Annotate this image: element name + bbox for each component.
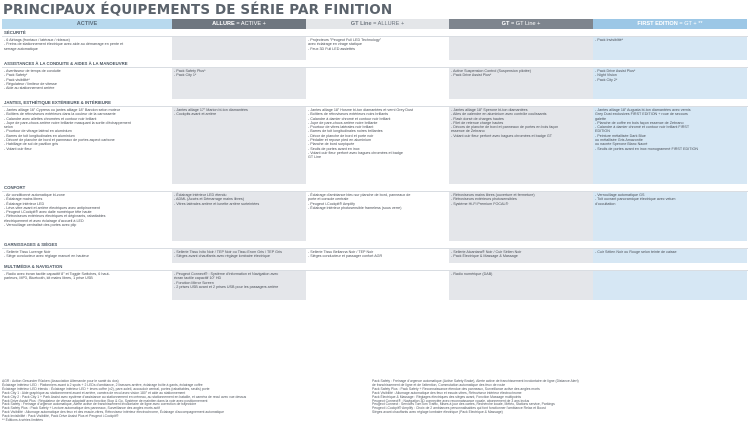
cell-line: galette xyxy=(595,116,607,121)
cell-line: - Sellerie Alcantara® Noir / Cuir Sélien Noir xyxy=(451,250,522,254)
table-cell xyxy=(172,68,306,99)
cell-line: - Barres de toit longitudinales en aluminium xyxy=(4,133,75,138)
table-row xyxy=(2,36,748,60)
cell-line: - Peugeot i-Cockpit® avec dalle numérique tête haute xyxy=(4,210,92,215)
cell-line: - Volant cuir fleur perforé avec bagues chromées et badge GT xyxy=(451,133,553,138)
table-cell xyxy=(2,107,172,184)
cell-line: - Toit ouvrant panoramique électrique avec velum xyxy=(595,197,676,202)
cell-line: avec éclairage en virage statique xyxy=(308,42,362,47)
cell-line: GT Line xyxy=(308,155,322,160)
cell-line: ou nacrée Sperone Blanc Nacré xyxy=(595,142,648,147)
cell-line: - Ailes de calendre en aluminium avec contrôle coulissants xyxy=(451,112,547,117)
cell-line: électriquement et avec éclairage d'accueil à LED xyxy=(4,218,84,223)
section xyxy=(2,184,748,241)
cell-line: - Sièges conducteur et passager confort AGR xyxy=(308,254,383,259)
footnote-line: Pack Safety : Freinage d'urgence automatique (Active Safety Brake), Alerte active de franchissement involontaire de ligne (Distance Alert) xyxy=(372,379,579,383)
cell-line: - Radio numérique (DAB) xyxy=(451,272,493,276)
table-cell xyxy=(172,192,306,241)
cell-line: - Pack City 2* xyxy=(595,77,618,82)
cell-line: - Rétroviseurs extérieurs électriques et dégivrants, rabattables xyxy=(4,214,106,219)
table-row xyxy=(2,191,748,241)
cell-line: porte et console centrale xyxy=(308,197,349,202)
cell-line: - Sièges avant chauffants avec réglage lombaire électrique xyxy=(174,254,270,259)
cell-line: - Flash dorsé de charges hautes xyxy=(451,116,504,121)
cell-line: - Jantes alliage 17" Marion bi-ton diamantées xyxy=(174,108,248,112)
cell-line: - Seuils de portes avant en inox monogrammé FIRST EDITION xyxy=(595,146,699,151)
cell-line: - Siège conducteur avec réglage manuel en hauteur xyxy=(4,254,89,259)
section-title: JANTES, ESTHÉTIQUE EXTÉRIEURE & INTÉRIEURE xyxy=(4,100,111,105)
footnote-line: Pack Safety Plus : Pack Safety + Lecture automatique des panneaux, Surveillance des angles morts actif xyxy=(2,406,160,411)
table-header xyxy=(2,19,748,29)
cell-line: - Pourtour de vitres latérales noir brillant xyxy=(308,125,374,130)
cell-line: - Feux 3D Full LED assiettés xyxy=(308,46,355,51)
cell-line: - Cockpits avant et arrière xyxy=(174,112,217,117)
section-title: CONFORT xyxy=(4,185,26,190)
footnote-line: Pack City 2 : Pack City 1 + Park Assist avec système d'assistance au stationnement en créneau, au stationnement en bataille, et caméra de recul avec vue dessus xyxy=(2,394,247,399)
table-cell xyxy=(593,107,747,184)
cell-line: - ADML (Accès et Démarrage mains libres) xyxy=(174,197,244,202)
footnote-line: Pack Électrique & Massage : Réglages électriques des sièges avant, Fonction Massage multipoints xyxy=(372,394,522,399)
sections-container xyxy=(2,29,748,300)
page-title: PRINCIPAUX ÉQUIPEMENTS DE SÉRIE PAR FINITION xyxy=(3,2,393,18)
cell-line: - Radio avec écran tactile capacitif 8" et Toggle Switches, 6 haut- xyxy=(4,272,110,276)
section xyxy=(2,263,748,300)
table-cell xyxy=(593,271,747,300)
cell-line: - Aide au stationnement arrière xyxy=(4,86,55,91)
column-header-active: ACTIVE xyxy=(2,19,172,29)
cell-line: - Sellerie Tissu Lurenge Noir xyxy=(4,250,51,254)
cell-line: essence de Zebrano xyxy=(451,129,485,134)
cell-line: - Peinture métallisée Dark Blue xyxy=(595,133,646,138)
cell-line: - Boîtiers de rétroviseurs extérieurs dans la couleur de la carrosserie xyxy=(4,112,116,117)
cell-line: - Air conditionné automatique bi-zone xyxy=(4,193,65,197)
cell-line: - 2 prises USB avant et 2 prises USB pour les passagers arrière xyxy=(174,284,279,289)
equipment-table xyxy=(2,19,748,300)
cell-line: - Pack Safety* xyxy=(4,73,28,78)
footnote-line: Pack City 1 : Aide graphique au stationnement avant et arrière, caméra de recul avec vision 180° et aide au stationnement xyxy=(2,390,186,395)
cell-line: - Verrouillage centralisé des portes avec plip xyxy=(4,223,77,228)
table-row xyxy=(2,67,748,99)
cell-line: - Calandre avec ailettes chromées et contour noir brillant xyxy=(4,116,97,121)
cell-line: - Calandre à damier chromé et contour noir brillant xyxy=(308,116,391,121)
table-cell xyxy=(449,107,593,184)
table-cell xyxy=(172,107,306,184)
cell-line: - Cuir Sélien Noir ou Rouge selon teinte de caisse xyxy=(595,250,677,254)
cell-line: - Pack Drive Assist Plus* xyxy=(451,73,492,78)
cell-line: - Pack visibilité* xyxy=(4,77,30,82)
section xyxy=(2,241,748,263)
section-title: ASSISTANCES À LA CONDUITE & AIDES À LA MANOEUVRE xyxy=(4,61,128,66)
cell-line: - Verrouillage automatique GS xyxy=(595,193,645,197)
table-cell xyxy=(449,68,593,99)
table-cell xyxy=(306,37,449,60)
table-cell xyxy=(2,37,172,60)
section xyxy=(2,29,748,60)
section xyxy=(2,99,748,184)
cell-line: selon xyxy=(4,125,13,130)
footnote-line: Peugeot i-Cockpit® Amplify : Choix de 2 ambiances personnalisables qui font fonctionner l'ambiance Relax et Boost xyxy=(372,406,546,411)
cell-line: - Jantes alliage 16" Cypress ou jantes alliage 18" Bandon selon moteur xyxy=(4,108,120,112)
cell-line: ou métallisée Gris Amazonite xyxy=(595,138,643,143)
cell-line: - Pack Électrique & Massage & Massage xyxy=(451,254,518,259)
column-header-allure: ALLURE = ACTIVE + xyxy=(172,19,306,29)
cell-line: - Éclairage intérieur LED étendu xyxy=(174,193,227,197)
footnotes xyxy=(2,380,748,423)
cell-line: - Pack Invisiblité* xyxy=(595,38,624,42)
footnote-line: AGR : Action Gesunder Rücken (Association Allemande pour le santé du dos) xyxy=(2,379,119,383)
cell-line: - Pourtour de vitrage latéral en aluminium xyxy=(4,129,72,134)
cell-line: - Freins de stationnement électrique avec aide au démarrage en pente et xyxy=(4,42,124,47)
footnote-line: ** Éditions à séries limitées xyxy=(2,418,43,423)
cell-line: serrage automatique xyxy=(4,46,38,51)
table-cell xyxy=(306,68,449,99)
table-cell xyxy=(449,249,593,263)
footnote-line: Pack Invisibilité : Pack Visibilité, Pack Drive Assist Plus et Peugeot i-Cockpit® xyxy=(2,414,119,419)
cell-line: - Peugeot i-Cockpit® Amplify xyxy=(308,201,355,206)
table-cell xyxy=(2,271,172,300)
table-cell xyxy=(306,271,449,300)
cell-line: - Pack City 1* xyxy=(174,73,197,78)
table-cell xyxy=(449,37,593,60)
footnotes-left xyxy=(2,380,372,423)
cell-line: - Jantes alliage 18" Augusta bi-ton diamantées avec vernis xyxy=(595,108,691,112)
section-title: MULTIMÉDIA & NAVIGATION xyxy=(4,264,63,269)
cell-line: - Décoré de planche de bord et panneaux de portes aspect carbone xyxy=(4,138,115,143)
cell-line: - Calandre à damier chromé et contour noir brillant FIRST xyxy=(595,125,690,130)
cell-line: - Habillage de sol de pavillon gris xyxy=(4,142,59,147)
footnote-line: Pack Drive Assist Plus : Régulateur de vitesse adaptatif avec fonction Stop & Go, Système de maintien dans la voie avec positionnement xyxy=(2,398,208,403)
footnote-line: de franchissement de ligne et de l'attention, Commutation automatique des feux de route xyxy=(372,382,506,387)
cell-line: - Filet de retenue charge hautes xyxy=(451,120,504,125)
cell-line: - Peugeot Connect® : Système d'information et Navigation avec xyxy=(174,272,279,276)
footnote-line: Pack Visibilité : Allumage automatique des feux et des essuie-vitres, Rétroviseur intérieur électrochrome, Éclairage d'accompagnement automatique xyxy=(2,410,225,415)
cell-line: - Volant cuir fleur perforé avec bagues chromées et badge xyxy=(308,150,403,155)
cell-line: - Night Vision xyxy=(595,73,617,78)
cell-line: Grey Dust exclusives FIRST EDITION + roue de secours xyxy=(595,112,688,117)
section-title: SÉCURITÉ xyxy=(4,30,26,35)
cell-line: - Jupe de pare-chocs arrière noire brillante xyxy=(308,120,378,125)
column-header-gt: GT = GT Line + xyxy=(449,19,593,29)
cell-line: - Décors de planche de bord et panneaux de portes en bois façon xyxy=(451,125,559,130)
table-row xyxy=(2,270,748,300)
footnote-line: Peugeot Connect : Services TomTom Traffic, Mises à jour des cartes, Recherche locale, Météo, Stations service, Parkings xyxy=(372,402,555,407)
table-cell xyxy=(449,271,593,300)
cell-line: écran tactile capacitif 10" HD xyxy=(174,276,222,281)
cell-line: - Jupe de pare-chocs arrière noire brillante masquant la sortie d'échappement xyxy=(4,120,131,125)
cell-line: - Système Hi-Fi Premium FOCAL® xyxy=(451,201,509,206)
table-cell xyxy=(2,249,172,263)
table-cell xyxy=(593,37,747,60)
table-cell xyxy=(306,249,449,263)
table-cell xyxy=(172,271,306,300)
table-cell xyxy=(593,68,747,99)
cell-line: - Rétroviseurs extérieurs photosensibles xyxy=(451,197,517,202)
cell-line: - Décor de planche de bord et porte noir xyxy=(308,133,374,138)
cell-line: - Régulateur / limiteur de vitesse xyxy=(4,81,57,86)
table-row xyxy=(2,106,748,184)
footnote-line: Éclairage intérieur LED étendu : Éclairage intérieur LED + leves coffre (x2), pare-soleil, accoudoir central, portes (rabattables, seuils) porte xyxy=(2,386,210,391)
footnote-line: Pack Safety Plus : Pack Safety + Reconnaissance étendue des panneaux, Surveillance active des angles morts xyxy=(372,386,540,391)
cell-line: - Seuils de portes avant en inox xyxy=(308,146,360,151)
section-title: GARNISSAGES & SIÈGES xyxy=(4,242,58,247)
cell-line: parleurs, MP3, Bluetooth, kit mains libres, 1 prise USB xyxy=(4,276,93,281)
footnotes-right xyxy=(372,380,748,423)
table-cell xyxy=(172,37,306,60)
cell-line: - Rétroviseurs mains libres (ouverture et fermeture) xyxy=(451,193,535,197)
cell-line: - Vitres latérales arrière et lunette arrière surteintées xyxy=(174,201,260,206)
footnote-line: Peugeot Connect® : Navigation 3D connectée avec reconnaissance vocale, abonnement de 3 ans inclus xyxy=(372,398,530,403)
section xyxy=(2,60,748,99)
cell-line: - Lève-vitre avant et arrière électriques avec antipincement xyxy=(4,205,100,210)
cell-line: - Avertisseur de temps de conduite xyxy=(4,69,61,73)
table-cell xyxy=(449,192,593,241)
table-cell xyxy=(593,192,747,241)
footnote-line: Sièges avant chauffants avec réglage lombaire électrique (Pack Electrique & Massage) xyxy=(372,410,503,415)
table-cell xyxy=(172,249,306,263)
cell-line: d'occultation xyxy=(595,201,616,206)
cell-line: - Boîtiers de rétroviseurs extérieurs noirs brillants xyxy=(308,112,389,117)
cell-line: - Pédalier et repose pied en aluminium xyxy=(308,138,372,143)
footnote-line: Pack Visibilité : Allumage automatique des feux et essuie-vitres, Rétroviseur intérieur électrochrome xyxy=(372,390,522,395)
cell-line: - Planche de bord surpiquée xyxy=(308,142,355,147)
cell-line: - Jantes alliage 18" Sperone bi-ton diamantées xyxy=(451,108,528,112)
table-cell xyxy=(306,192,449,241)
cell-line: - Sellerie Tissu Ivito Noir / TEP Noir ou Tissu Erom Gris / TEP Gris xyxy=(174,250,282,254)
table-cell xyxy=(2,192,172,241)
cell-line: - Sellerie Tissu Bellanna Noir / TEP Noir xyxy=(308,250,374,254)
table-cell xyxy=(2,68,172,99)
footnote-line: Éclairage intérieur LED : Plafonniers avant à 2 spots + 2 LEDs d'ambiance, 2 liseuses arrière, éclairage boîte à gants, éclairage coffre xyxy=(2,382,203,387)
cell-line: - Jantes alliage 18" Hosme bi-ton diamantées et verni Grey Dust xyxy=(308,108,414,112)
table-row xyxy=(2,248,748,263)
column-header-first-edition: FIRST EDITION = GT + ** xyxy=(593,19,747,29)
cell-line: - Pack Drive Assist Plus* xyxy=(595,69,636,73)
cell-line: EDITION xyxy=(595,129,610,134)
cell-line: - Active Suspension Control (Suspension pilotée) xyxy=(451,69,531,73)
cell-line: - Éclairage d'ambiance bleu sur planche de bord, panneaux de xyxy=(308,193,411,197)
table-cell xyxy=(593,249,747,263)
cell-line: - Pack Safety Plus* xyxy=(174,69,206,73)
cell-line: - Fonction Mirror Screen xyxy=(174,280,214,285)
cell-line: - Barres de toit longitudinales noires brillantes xyxy=(308,129,383,134)
cell-line: - Volant cuir fleur xyxy=(4,146,32,151)
cell-line: - 6 Airbags (frontaux / latéraux / rideaux) xyxy=(4,38,70,42)
column-header-gt-line: GT Line = ALLURE + xyxy=(306,19,449,29)
cell-line: - Éclairage intérieur photosensible frameless (sous verre) xyxy=(308,205,402,210)
cell-line: - Éclairage intérieur LED xyxy=(4,201,45,206)
cell-line: - Planche de coffre en bois façon essence de Zebrano xyxy=(595,120,684,125)
cell-line: - Éclairage mains libres xyxy=(4,197,43,202)
table-cell xyxy=(306,107,449,184)
footnote-line: Pack Safety : Freinage d'urgence automatique, Alerte active de franchissement involontaire de ligne avec correction de trajectoire xyxy=(2,402,197,407)
cell-line: - Projecteurs "Peugeot Full LED Technology" xyxy=(308,38,382,42)
